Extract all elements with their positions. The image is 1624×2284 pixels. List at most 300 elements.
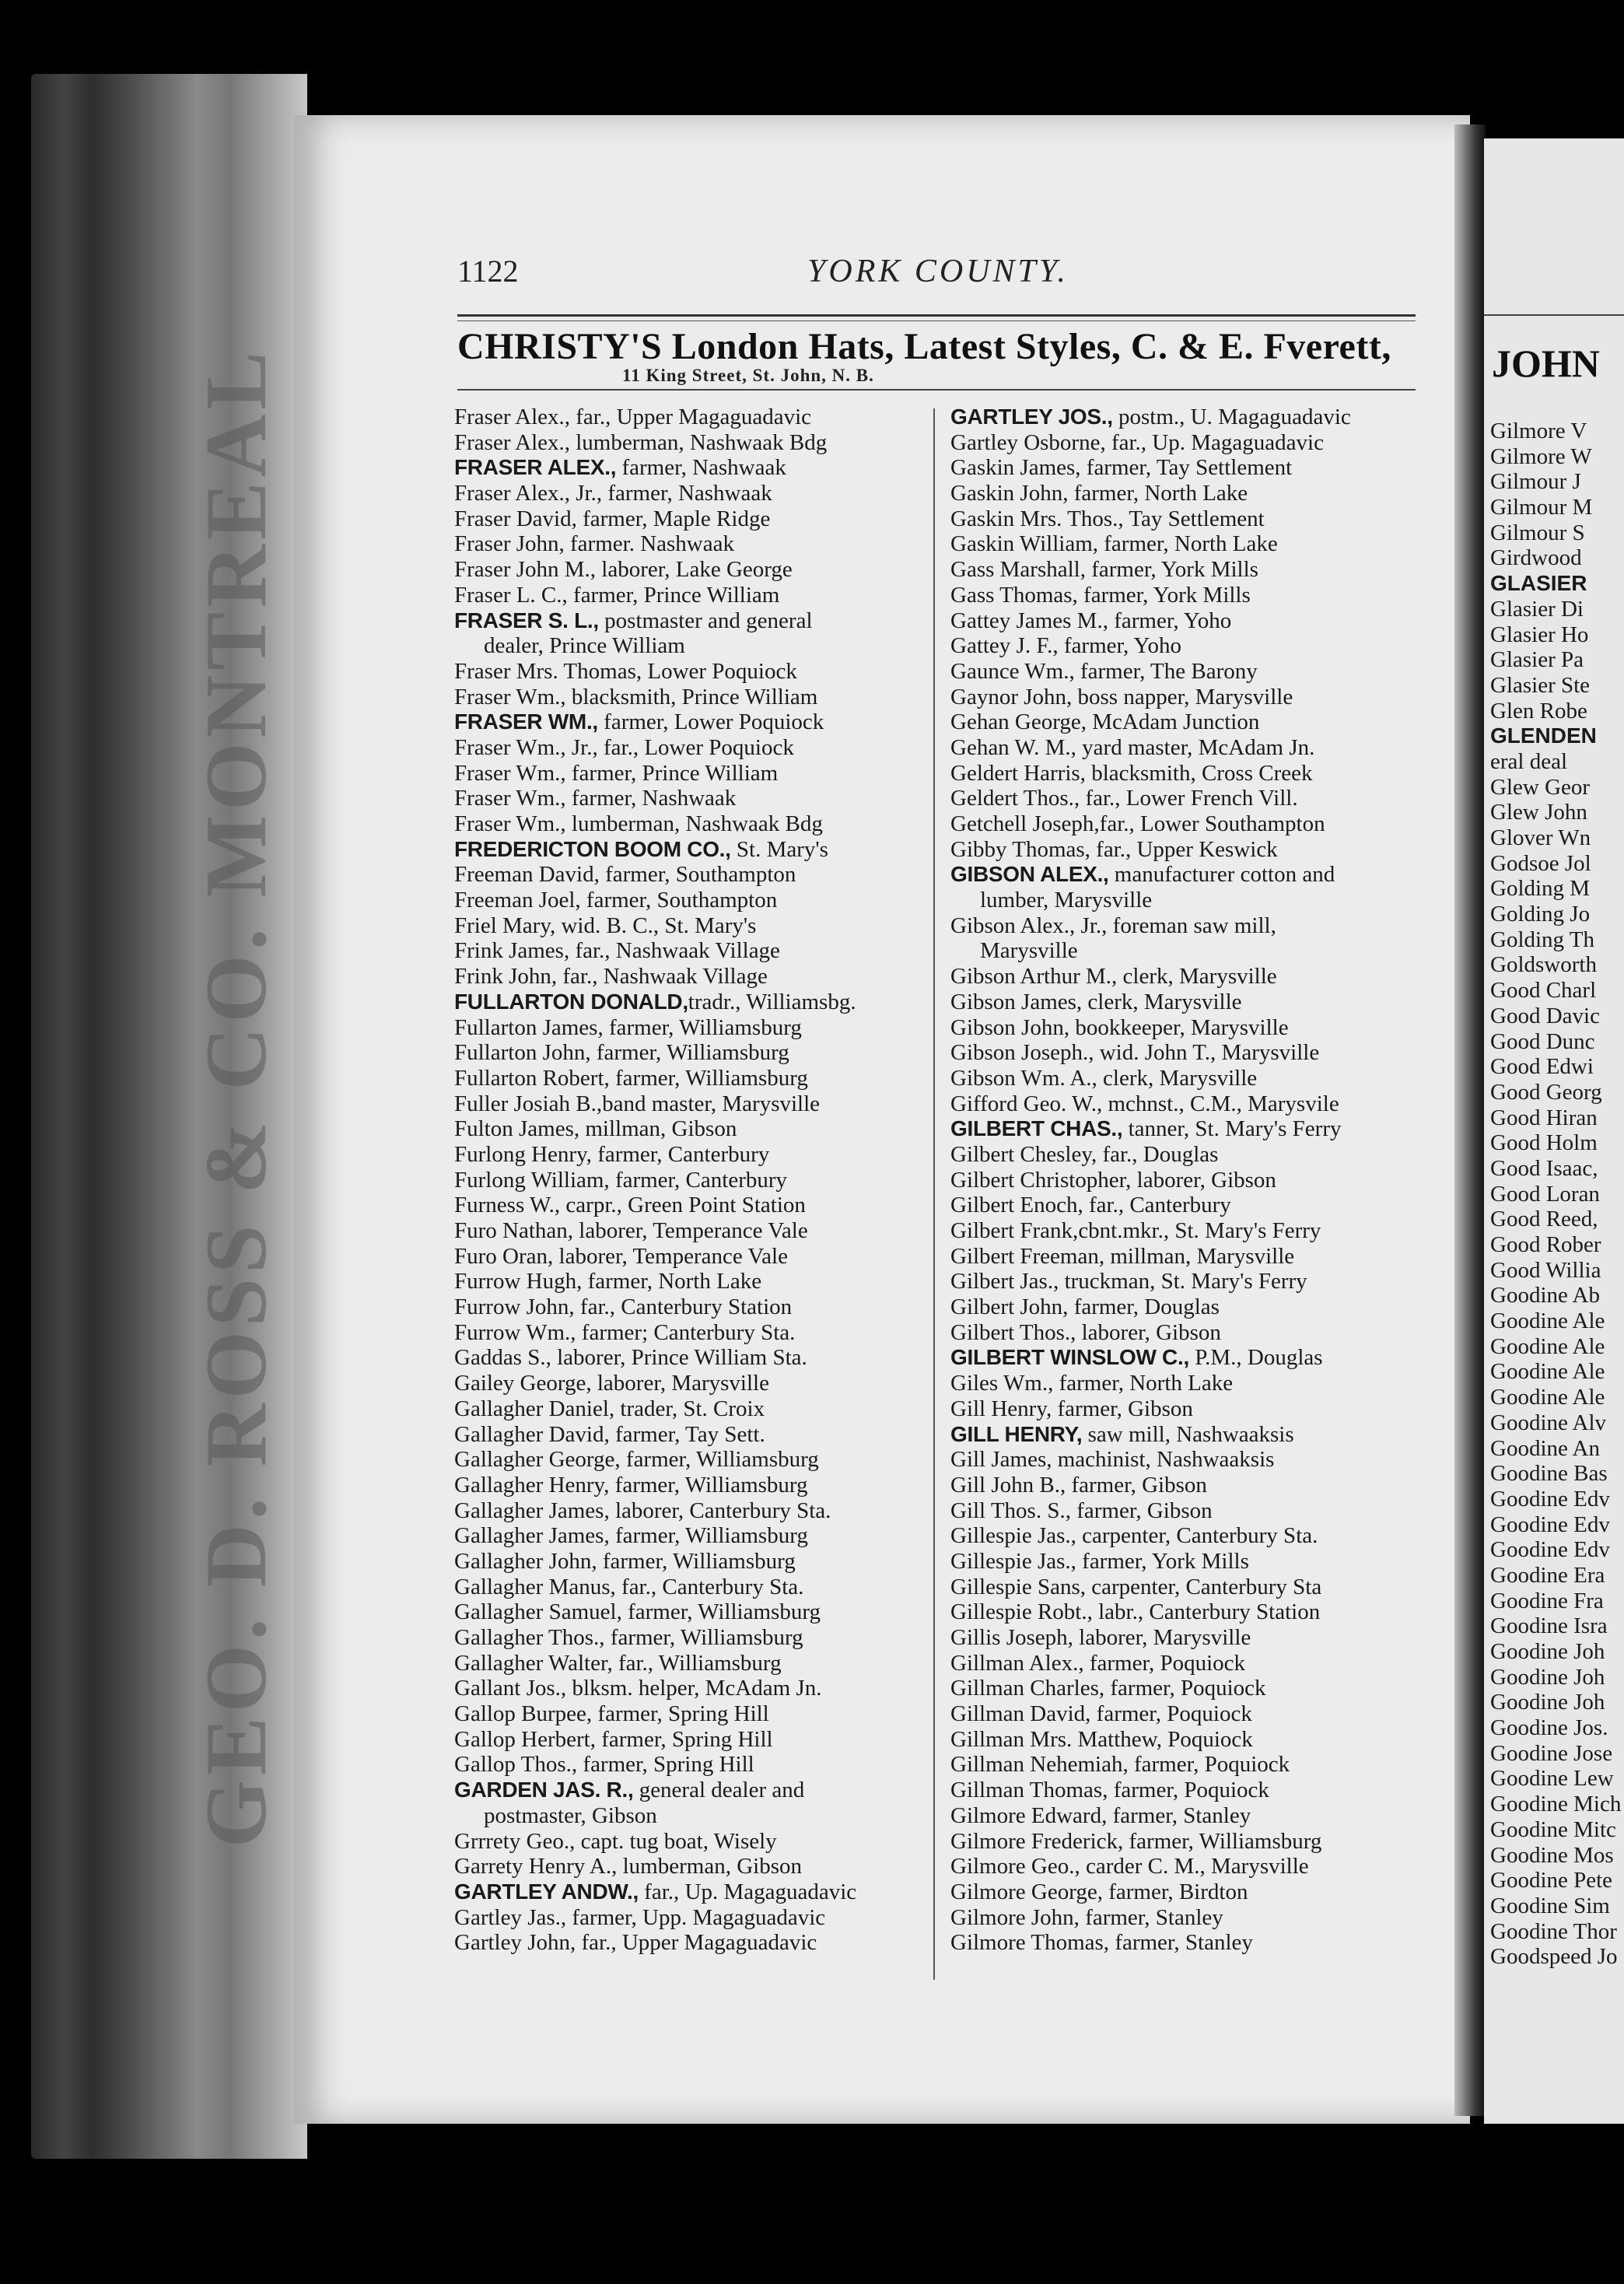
entry-detail: farmer, Poquiock (1090, 1701, 1252, 1727)
entry-detail: boss napper, Marysville (1072, 684, 1293, 709)
entry-name: Grrrety Geo., (454, 1828, 576, 1854)
entry-detail: farmer, Poquiock (1128, 1752, 1290, 1778)
entry-detail: millman, Gibson (579, 1116, 737, 1142)
entry-name: Gaskin William, (950, 531, 1099, 557)
entry-name: Gattey James M., (950, 608, 1108, 633)
entry-name: Freeman Joel, (454, 888, 581, 913)
facing-page-entry: Goodine Jose (1490, 1740, 1613, 1766)
entry-name: Gillman David, (950, 1701, 1091, 1727)
directory-entry (454, 1320, 943, 1346)
entry-detail: laborer, Temperance Vale (573, 1218, 808, 1243)
entry-name: Gifford Geo. W., (950, 1091, 1103, 1116)
entry-detail: millman, Marysville (1104, 1243, 1295, 1269)
facing-page-list (1490, 419, 1621, 1970)
advertisement-headline: CHRISTY'S London Hats, Latest Styles, C. & E. Fverett, (457, 326, 1391, 367)
facing-page-entry: Goodine Ale (1490, 1359, 1605, 1385)
entry-name: Gaynor John, (950, 684, 1073, 709)
entry-name: Gallant Jos., (454, 1676, 567, 1701)
facing-page-entry: Gilmore W (1490, 443, 1592, 469)
running-title: YORK COUNTY. (807, 254, 1069, 289)
entry-name: Furrow Hugh, (454, 1269, 583, 1294)
facing-page-entry: GLASIER (1490, 571, 1587, 596)
entry-detail: lumber, Marysville (980, 888, 1153, 913)
directory-entry (950, 506, 1439, 532)
entry-detail: farmer, The Barony (1074, 658, 1258, 684)
entry-name: Gilbert Freeman, (950, 1243, 1105, 1269)
entry-detail: farmer, Nashwaak (616, 455, 786, 481)
facing-page (1484, 138, 1624, 2124)
directory-entry (454, 1473, 943, 1498)
facing-page-entry: Goodine Mos (1490, 1842, 1614, 1868)
directory-entry (950, 913, 1439, 939)
entry-detail: laborer, Marysville (1073, 1625, 1251, 1650)
entry-name: Gilbert Enoch, (950, 1193, 1083, 1218)
facing-page-entry: Good Edwi (1490, 1054, 1594, 1080)
directory-entry (454, 1294, 943, 1320)
directory-entry (454, 913, 943, 939)
directory-entry (950, 709, 1439, 735)
entry-detail: Tay Settlement (1123, 506, 1265, 531)
entry-name: Gallop Thos., (454, 1752, 578, 1778)
directory-entry (950, 1523, 1439, 1549)
entry-detail: farmer; Canterbury Sta. (576, 1319, 796, 1345)
entry-name: Gillman Nehemiah, (950, 1752, 1129, 1778)
facing-page-entry: Godsoe Jol (1490, 850, 1591, 876)
directory-entry (950, 990, 1439, 1015)
entry-detail: farmer, Nashwaak (602, 481, 772, 506)
entry-name: Fraser John, (454, 531, 565, 557)
facing-page-entry: Goodine Ale (1490, 1385, 1605, 1410)
entry-detail: farmer, Williamsburg (621, 1599, 821, 1625)
directory-entry (454, 1193, 943, 1218)
entry-name: FRASER ALEX., (454, 455, 617, 480)
directory-entry (454, 709, 943, 735)
directory-entry (950, 659, 1439, 685)
entry-name: Gehan George, (950, 709, 1087, 735)
directory-entry (454, 1651, 943, 1676)
entry-name: Gass Thomas, (950, 582, 1078, 608)
directory-entry (950, 608, 1439, 634)
entry-name: Gibson Joseph., (950, 1040, 1094, 1066)
directory-entry (950, 1040, 1439, 1066)
facing-page-entry: Golding Jo (1490, 902, 1591, 927)
entry-name: Furrow Wm., (454, 1319, 576, 1345)
directory-entry (454, 430, 943, 456)
entry-name: Gilbert Frank, (950, 1218, 1079, 1243)
entry-detail: farmer, Williamsburg (597, 1548, 796, 1574)
directory-entry (454, 583, 943, 608)
entry-detail: farmer, North Lake (1098, 531, 1278, 557)
entry-detail: farmer, Yoho (1058, 633, 1181, 659)
directory-entry (950, 888, 1439, 913)
entry-name: Gillespie Sans, (950, 1574, 1086, 1599)
facing-page-entry: Glasier Ste (1490, 672, 1591, 698)
entry-detail: farmer, Spring Hill (596, 1726, 773, 1752)
facing-page-entry: Good Hiran (1490, 1105, 1598, 1130)
directory-entry (454, 1879, 943, 1905)
entry-name: Geldert Thos., (950, 786, 1080, 811)
entry-detail: foreman saw mill, (1107, 913, 1276, 938)
directory-entry (950, 1168, 1439, 1193)
directory-entry (454, 735, 943, 761)
entry-name: Gallagher Manus, (454, 1574, 616, 1599)
entry-detail: farmer, Prince William (565, 760, 779, 786)
facing-page-entry: Gilmour S (1490, 520, 1585, 545)
directory-entry (454, 761, 943, 786)
directory-entry (454, 1015, 943, 1041)
entry-name: Gallop Burpee, (454, 1701, 593, 1727)
entry-name: Gilmore Edward, (950, 1802, 1108, 1828)
entry-detail: farmer, York Mills (1076, 1548, 1249, 1574)
entry-name: Gibson James, (950, 989, 1083, 1014)
entry-detail: farmer, Douglas (1068, 1294, 1220, 1320)
entry-detail: farmer, Nashwaak (565, 786, 737, 811)
facing-page-entry: Glover Wn (1490, 825, 1591, 850)
directory-entry (950, 1803, 1439, 1829)
entry-detail: farmer, Williamsburg (590, 1040, 789, 1066)
entry-detail: blacksmith, Cross Creek (1085, 760, 1313, 786)
entry-detail: farmer, Williamsburg (609, 1523, 808, 1549)
directory-entry (454, 1625, 943, 1651)
entry-name: Gartley Osborne, (950, 429, 1106, 455)
entry-name: GARTLEY JOS., (950, 405, 1113, 429)
directory-entry (454, 1168, 943, 1193)
directory-entry (454, 786, 943, 811)
directory-entry (950, 1396, 1439, 1422)
entry-detail: farmer, Lower Poquiock (597, 709, 824, 735)
entry-detail: farmer. Nashwaak (564, 531, 734, 557)
entry-detail: farmer, York Mills (1085, 557, 1258, 583)
entry-detail: farmer, Gibson (1070, 1498, 1213, 1523)
entry-detail: capt. tug boat, Wisely (575, 1828, 777, 1854)
entry-detail: McAdam Junction (1087, 709, 1260, 735)
directory-entry (454, 1854, 943, 1879)
entry-name: Fraser Wm., (454, 684, 566, 709)
facing-page-entry: Goodine Era (1490, 1562, 1605, 1588)
directory-entry (950, 1066, 1439, 1091)
entry-name: GARTLEY ANDW., (454, 1879, 639, 1904)
directory-entry (454, 837, 943, 863)
entry-name: Fraser Wm., Jr., (454, 734, 598, 760)
entry-name: Furo Oran, (454, 1243, 554, 1269)
directory-entry (454, 1422, 943, 1448)
directory-entry (454, 1575, 943, 1600)
advertisement-rule (457, 389, 1416, 391)
directory-entry (950, 1752, 1439, 1778)
entry-name: Fraser Alex., (454, 429, 570, 455)
directory-entry (950, 1422, 1439, 1448)
entry-detail: farmer, Williamsburg (609, 1065, 808, 1091)
directory-entry (950, 405, 1439, 430)
entry-detail: farmer, Spring Hill (577, 1752, 754, 1778)
directory-entry (950, 685, 1439, 710)
directory-entry (454, 1371, 943, 1396)
directory-entry (454, 811, 943, 837)
entry-detail: laborer, Marysville (591, 1371, 769, 1396)
directory-entry (950, 1320, 1439, 1346)
facing-page-entry: Goodine Alv (1490, 1410, 1607, 1435)
entry-name: Gillespie Robt., (950, 1599, 1093, 1625)
entry-detail: farmer, Tay Settlement (1080, 455, 1293, 481)
column-divider (933, 408, 935, 1980)
entry-detail: farmer, Williamsburg (620, 1447, 819, 1473)
entry-name: Gaunce Wm., (950, 658, 1075, 684)
entry-detail: machinist, Nashwaaksis (1052, 1447, 1275, 1473)
entry-detail: laborer, Gibson (1076, 1319, 1221, 1345)
entry-name: Gallagher John, (454, 1548, 597, 1574)
entry-name: Gallagher James, (454, 1523, 610, 1549)
facing-page-entry: Good Charl (1490, 978, 1597, 1004)
entry-name: Gill John B., (950, 1472, 1066, 1498)
directory-entry (950, 1244, 1439, 1270)
entry-name: Gilbert Thos., (950, 1319, 1076, 1345)
directory-entry (950, 1930, 1439, 1956)
entry-name: FRASER WM., (454, 709, 598, 734)
facing-page-entry: Goodine Edv (1490, 1512, 1610, 1537)
entry-detail: Poquiock (1161, 1726, 1253, 1752)
entry-detail: farmer, Poquiock (1083, 1650, 1245, 1676)
entry-name: FRASER S. L., (454, 608, 599, 632)
directory-entry (454, 531, 943, 557)
entry-detail: farmer, Poquiock (1108, 1778, 1269, 1803)
entry-detail: farmer, North Lake (1053, 1371, 1234, 1396)
directory-entry (454, 455, 943, 481)
entry-detail: farmer, Stanley (1109, 1930, 1253, 1956)
entry-name: Gattey J. F., (950, 633, 1059, 659)
book-gutter (1454, 124, 1486, 2116)
entry-detail: lumberman, Nashwaak Bdg (570, 429, 828, 455)
directory-entry (950, 1498, 1439, 1524)
entry-detail: far., Upper Magaguadavic (570, 405, 812, 429)
facing-page-entry: Goodine Edv (1490, 1537, 1610, 1563)
facing-page-entry: GLENDEN (1490, 723, 1597, 748)
directory-entry (454, 1803, 943, 1829)
directory-entry (454, 557, 943, 583)
stamped-edge-label: GEO. D. ROSS & CO. MONTREAL (188, 346, 285, 1848)
facing-page-entry: Goodine Joh (1490, 1664, 1605, 1690)
directory-entry (950, 1371, 1439, 1396)
entry-name: Gill Henry, (950, 1396, 1052, 1421)
directory-entry (950, 1345, 1439, 1371)
entry-name: Gailey George, (454, 1371, 592, 1396)
directory-entry (454, 1727, 943, 1753)
facing-page-entry: Golding M (1490, 876, 1591, 902)
entry-name: GILBERT WINSLOW C., (950, 1345, 1189, 1370)
facing-page-entry: Glasier Ho (1490, 622, 1589, 647)
directory-entry (454, 1040, 943, 1066)
entry-detail: farmer, Canterbury (609, 1167, 788, 1193)
facing-page-rule (1484, 314, 1624, 316)
entry-detail: farmer, Williamsburg (609, 1472, 808, 1498)
entry-detail: farmer, Tay Sett. (609, 1421, 765, 1447)
directory-entry (454, 1599, 943, 1625)
entry-name: Getchell Joseph, (950, 811, 1100, 836)
entry-name: GILL HENRY, (950, 1421, 1083, 1446)
entry-name: Gibson John, (950, 1014, 1070, 1040)
entry-name: Gillman Alex., (950, 1650, 1084, 1676)
entry-name: Fraser John M., (454, 557, 597, 583)
header-rule (457, 314, 1416, 317)
facing-page-entry: Glen Robe (1490, 698, 1587, 723)
directory-entry (454, 1523, 943, 1549)
entry-detail: laborer, Lake George (596, 557, 793, 583)
entry-name: Gallagher Daniel, (454, 1396, 615, 1421)
facing-page-entry: Goodine Lew (1490, 1766, 1614, 1792)
entry-detail: P.M., Douglas (1188, 1345, 1323, 1371)
entry-name: Gallop Herbert, (454, 1726, 596, 1752)
entry-name: Gartley Jas., (454, 1904, 567, 1930)
entry-detail: blacksmith, Prince William (565, 684, 818, 709)
directory-entry (950, 557, 1439, 583)
entry-name: Gilmore Frederick, (950, 1828, 1124, 1854)
entry-detail: farmer, North Lake (1068, 481, 1248, 506)
facing-page-entry: Goldsworth (1490, 952, 1597, 978)
entry-detail: postm., U. Magaguadavic (1112, 405, 1351, 429)
entry-name: Fuller Josiah B., (454, 1091, 603, 1116)
entry-name: Gaskin James, (950, 455, 1081, 481)
entry-detail: farmer, Spring Hill (592, 1701, 769, 1727)
entry-detail: far., Lower Poquiock (597, 734, 794, 760)
entry-detail: farmer, Williamsburg (604, 1625, 803, 1650)
entry-name: Gill James, (950, 1447, 1052, 1473)
facing-page-entry: Gilmour M (1490, 495, 1593, 520)
entry-name: Gallagher George, (454, 1447, 621, 1473)
entry-name: Gilmore Geo., (950, 1854, 1080, 1879)
directory-entry (950, 1879, 1439, 1905)
entry-name: Geldert Harris, (950, 760, 1086, 786)
entry-detail: clerk, Marysville (1117, 964, 1277, 990)
facing-page-entry: Goodspeed Jo (1490, 1944, 1618, 1970)
entry-detail: far., Nashwaak Village (557, 964, 768, 990)
directory-entry (454, 862, 943, 888)
entry-name: Gilmore Thomas, (950, 1930, 1110, 1956)
entry-detail: far., Up. Magaguadavic (1105, 429, 1324, 455)
directory-entry (950, 1294, 1439, 1320)
entry-detail: farmer, Yoho (1108, 608, 1232, 633)
entry-detail: yard master, McAdam Jn. (1076, 734, 1315, 760)
entry-name: Gillis Joseph, (950, 1625, 1073, 1650)
entry-name: Fulton James, (454, 1116, 580, 1142)
entry-name: FREDERICTON BOOM CO., (454, 836, 731, 861)
directory-entry (950, 1193, 1439, 1218)
facing-page-entry: Good Willia (1490, 1257, 1601, 1283)
facing-page-entry: Goodine Joh (1490, 1690, 1605, 1715)
entry-detail: farmer, Poquiock (1104, 1676, 1266, 1701)
directory-entry (454, 405, 943, 430)
entry-detail: tanner, St. Mary's Ferry (1122, 1116, 1342, 1142)
entry-detail: farmer, Williamsburg (603, 1014, 802, 1040)
directory-entry (454, 633, 943, 659)
entry-name: Fraser Alex., (454, 405, 570, 429)
entry-detail: farmer, Stanley (1079, 1904, 1223, 1930)
entry-detail: far., Lower French Vill. (1080, 786, 1298, 811)
facing-page-entry: Goodine An (1490, 1435, 1600, 1461)
entry-detail: tradr., Williamsbg. (688, 989, 856, 1014)
directory-entry (950, 1829, 1439, 1855)
entry-detail: farmer, Williamsburg (1123, 1828, 1322, 1854)
entry-detail: dealer, Prince William (484, 633, 685, 659)
entry-name: Gaskin John, (950, 481, 1069, 506)
entry-name: Garrety Henry A., (454, 1854, 618, 1879)
entry-name: Gass Marshall, (950, 557, 1086, 583)
directory-entry (950, 430, 1439, 456)
directory-entry (454, 506, 943, 532)
entry-name: Gibson Wm. A., (950, 1065, 1097, 1091)
entry-name: Giles Wm., (950, 1371, 1054, 1396)
facing-page-entry: Good Loran (1490, 1181, 1600, 1207)
entry-detail: mchnst., C.M., Marysvile (1102, 1091, 1339, 1116)
facing-page-entry: Glew John (1490, 800, 1587, 825)
directory-entry (454, 659, 943, 685)
directory-entry (950, 1269, 1439, 1294)
page-number: 1122 (457, 254, 519, 289)
directory-entry (454, 1905, 943, 1931)
directory-entry (950, 1676, 1439, 1701)
directory-entry (454, 685, 943, 710)
entry-name: Fraser Wm., (454, 786, 566, 811)
entry-detail: general dealer and (633, 1778, 805, 1803)
facing-page-entry: Good Georg (1490, 1079, 1602, 1105)
directory-entry (950, 1625, 1439, 1651)
directory-entry (454, 888, 943, 913)
directory-entry (454, 1498, 943, 1524)
entry-name: Gehan W. M., (950, 734, 1076, 760)
directory-entry (950, 455, 1439, 481)
entry-detail: postmaster and general (598, 608, 813, 633)
directory-entry (950, 811, 1439, 837)
directory-entry (950, 1015, 1439, 1041)
entry-detail: far., Up. Magaguadavic (638, 1879, 857, 1904)
entry-name: Gilbert Christopher, (950, 1167, 1132, 1193)
directory-entry (454, 964, 943, 990)
entry-name: Frink James, (454, 938, 570, 964)
entry-detail: bookkeeper, Marysville (1069, 1014, 1289, 1040)
entry-detail: farmer, Stanley (1107, 1802, 1251, 1828)
entry-name: Gilbert John, (950, 1294, 1069, 1320)
directory-entry (454, 608, 943, 634)
entry-name: Friel Mary, (454, 913, 556, 938)
entry-name: Fraser Mrs. Thomas, (454, 658, 642, 684)
facing-page-entry: Good Isaac, (1490, 1155, 1598, 1181)
entry-name: Gillespie Jas., (950, 1523, 1076, 1549)
entry-name: Fullarton James, (454, 1014, 604, 1040)
entry-name: Gillman Charles, (950, 1676, 1105, 1701)
entry-detail: laborer, Gibson (1131, 1167, 1276, 1193)
entry-detail: farmer, Prince William (567, 582, 780, 608)
entry-name: Gibson Arthur M., (950, 964, 1118, 990)
entry-name: Gillespie Jas., (950, 1548, 1076, 1574)
facing-page-entry: Goodine Mich (1490, 1792, 1622, 1817)
directory-entry (950, 1701, 1439, 1727)
directory-entry (454, 1701, 943, 1727)
entry-detail: farmer, York Mills (1077, 582, 1251, 608)
entry-detail: postmaster, Gibson (484, 1802, 657, 1828)
entry-name: Furo Nathan, (454, 1218, 574, 1243)
entry-detail: laborer, Prince William Sta. (551, 1345, 807, 1371)
directory-entry (950, 1599, 1439, 1625)
entry-name: Gill Thos. S., (950, 1498, 1071, 1523)
directory-entry (950, 1727, 1439, 1753)
directory-entry (950, 862, 1439, 888)
directory-entry (454, 1549, 943, 1575)
entry-detail: far., Nashwaak Village (569, 938, 780, 964)
directory-entry (950, 1116, 1439, 1142)
entry-name: Gallagher David, (454, 1421, 610, 1447)
facing-page-entry: Goodine Ale (1490, 1333, 1605, 1359)
entry-name: FULLARTON DONALD, (454, 989, 688, 1014)
entry-detail: laborer, Canterbury Sta. (609, 1498, 831, 1523)
entry-detail: Marysville (980, 938, 1078, 964)
